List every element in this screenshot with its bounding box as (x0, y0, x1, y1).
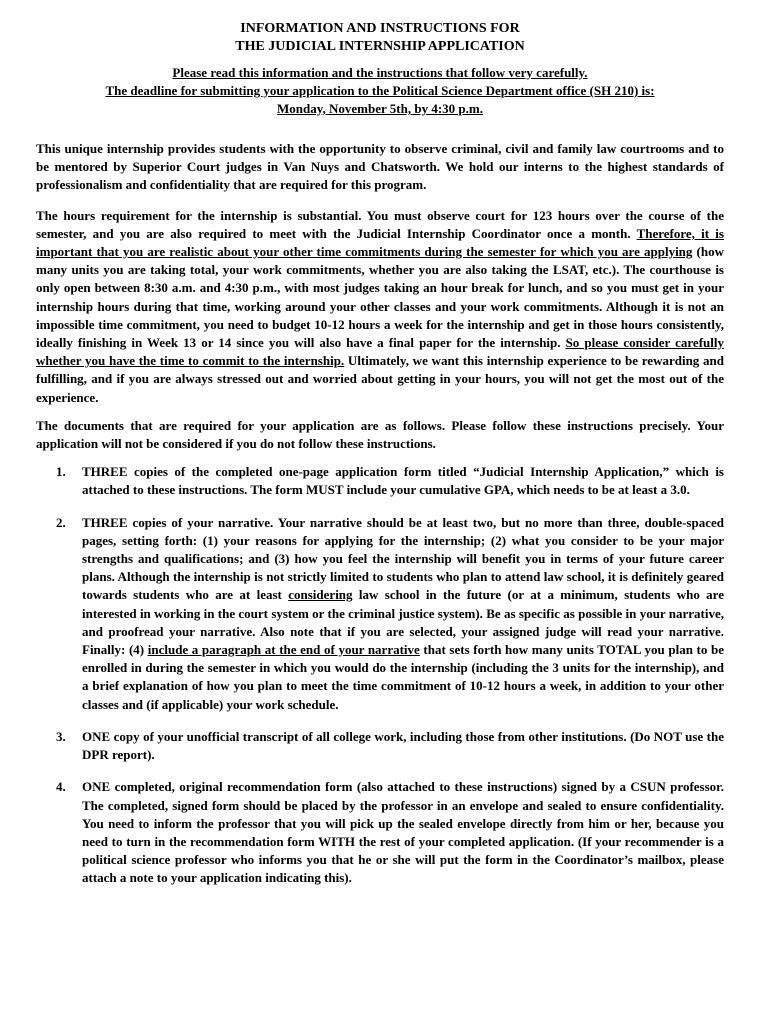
list-item-number: 3. (56, 728, 66, 744)
list-item (36, 728, 724, 764)
list-item (36, 514, 724, 714)
list-item-underline-1: considering (288, 587, 353, 603)
list-item-text: ONE copy of your unofficial transcript of all college work, including those from other institutions. (Do NOT use the DPR report). (82, 728, 724, 763)
required-documents-list (36, 463, 724, 887)
list-item-number: 4. (56, 779, 66, 795)
hours-paragraph (36, 207, 724, 407)
notice-line-1: Please read this information and the instructions that follow very carefully. (172, 65, 588, 80)
list-item-text-2: law school in the future (or at a minimum, students who are interested in working in the court system or the criminal justice system). Be as specific as possible in your narrative, and proofread your narrative. Also note that if you are selected, your assigned judge will read your narrative. Finally: (4) (82, 587, 724, 658)
list-item-underline-2: include a paragraph at the end of your narrative (147, 642, 420, 658)
list-item-text-1: THREE copies of your narrative. Your narrative should be at least two, but no more than three, double-spaced pages, setting forth: (1) your reasons for applying for the internship; (2) what you consider to be your major strengths and qualifications; and (3) how you feel the internship will benefit you in terms of your future career plans. Although the internship is not strictly limited to students who plan to attend law school, it is definitely geared towards students who are at least (82, 514, 724, 603)
documents-intro-paragraph: The documents that are required for your application are as follows. Please follow these instructions precisely. Your application will not be considered if you do not follow these instructions. (36, 417, 724, 452)
list-item-number: 1. (56, 464, 66, 480)
title-line-1: INFORMATION AND INSTRUCTIONS FOR (240, 21, 520, 36)
notice-line-2: The deadline for submitting your application to the Political Science Department office (SH 210) is: (105, 83, 655, 98)
list-item (36, 778, 724, 887)
list-item-text: ONE completed, original recommendation form (also attached to these instructions) signed by a CSUN professor. The completed, signed form should be placed by the professor in an envelope and sealed to ensure confidentiality. You need to inform the professor that you will pick up the sealed envelope directly from him or her, because you need to turn in the recommendation form WITH the rest of your completed application. (If your recommender is a political science professor who informs you that he or she will put the form in the Coordinator’s mailbox, please attach a note to your application indicating this). (82, 779, 724, 886)
list-item-text-3: that sets forth how many units TOTAL you plan to be enrolled in during the semester in which you would do the internship (including the 3 units for the internship), and a brief explanation of how you plan to meet the time commitment of 10-12 hours a week, in addition to your other classes and (if applicable) your work schedule. (82, 642, 724, 712)
deadline-notice (36, 64, 724, 118)
document-title (36, 20, 724, 56)
title-line-2: THE JUDICIAL INTERNSHIP APPLICATION (235, 39, 525, 54)
hours-underline-1: Therefore, it is important that you are realistic about your other time commitments during the semester for which you are applying (36, 225, 724, 260)
intro-paragraph: This unique internship provides students with the opportunity to observe criminal, civil and family law courtrooms and to be mentored by Superior Court judges in Van Nuys and Chatsworth. We hold our interns to the highest standards of professionalism and confidentiality that are required for this program. (36, 141, 724, 193)
notice-line-3: Monday, November 5th, by 4:30 p.m. (277, 101, 483, 116)
hours-text-1: The hours requirement for the internship is substantial. You must observe court for 123 hours over the course of the semester, and you are also required to meet with the Judicial Internship Coordinator once a month. (36, 207, 724, 241)
hours-underline-2: So please consider carefully whether you have the time to commit to the internship. (36, 335, 724, 369)
list-item-number: 2. (56, 514, 66, 530)
hours-text-2: (how many units you are taking total, your work commitments, whether you are also taking the LSAT, etc.). The courthouse is only open between 8:30 a.m. and 4:30 p.m., with most judges taking an hour break for lunch, and so you must get in your internship hours during that time, working around your other classes and your work commitments. Although it is not an impossible time commitment, you need to budget 10-12 hours a week for the internship and get in those hours consistently, ideally finishing in Week 13 or 14 since you will also have a final paper for the internship. (36, 244, 724, 351)
hours-text-3: Ultimately, we want this internship experience to be rewarding and fulfilling, and if you are always stressed out and worried about getting in your hours, you will not get the most out of the experience. (36, 353, 725, 405)
list-item-text: THREE copies of the completed one-page application form titled “Judicial Internship Application,” which is attached to these instructions. The form MUST include your cumulative GPA, which needs to be at least a 3.0. (82, 464, 724, 498)
list-item (36, 463, 724, 499)
